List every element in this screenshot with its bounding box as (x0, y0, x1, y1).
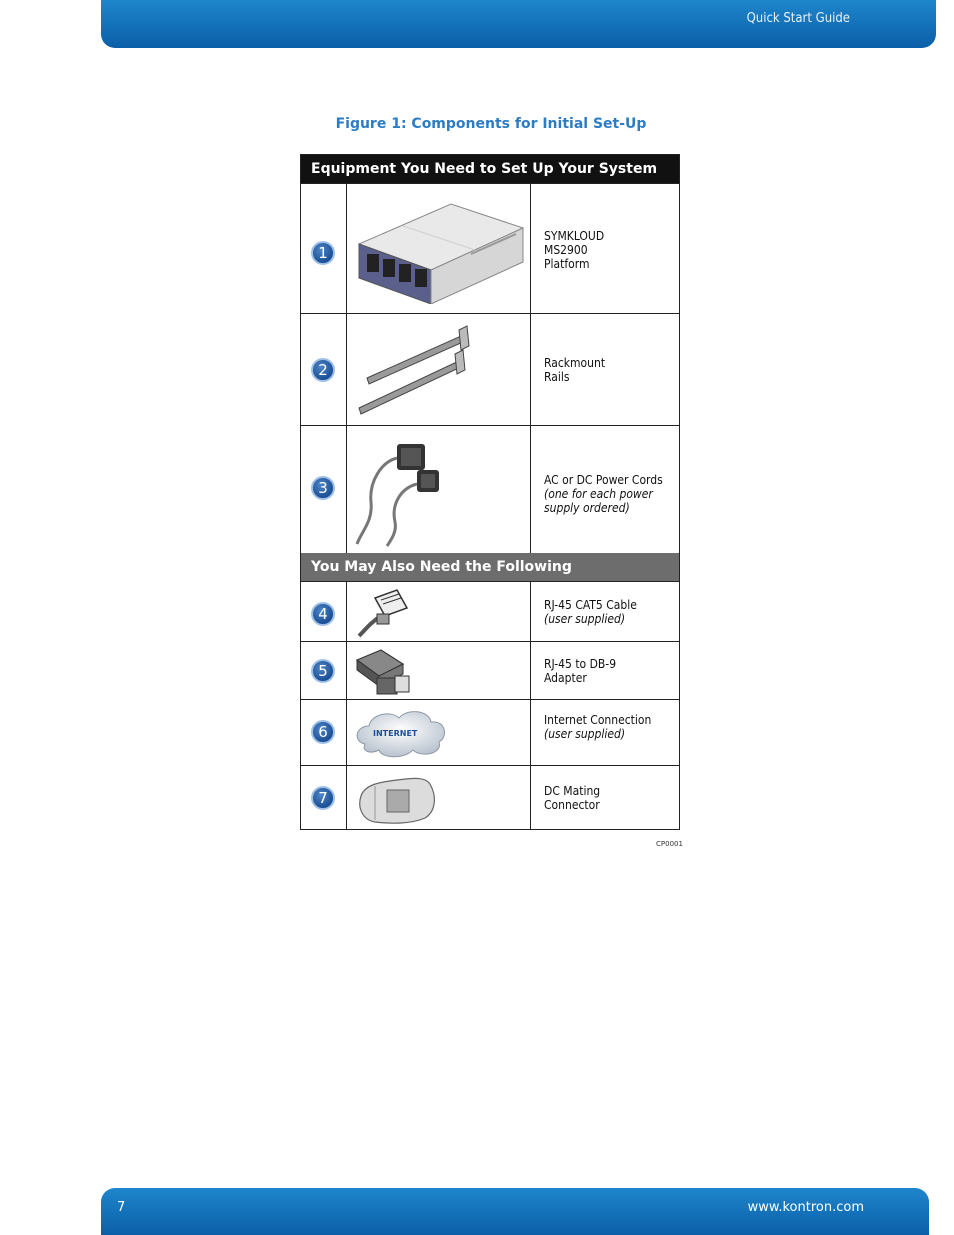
rackmount-rails-icon (351, 322, 526, 422)
equipment-table (300, 154, 680, 830)
item-number-badge: 1 (311, 241, 335, 265)
item-number-badge: 3 (311, 476, 335, 500)
table-row (301, 581, 679, 641)
server-chassis-icon (351, 192, 526, 308)
figure-code: CP0001 (656, 840, 683, 848)
item-number-badge: 6 (311, 720, 335, 744)
power-cord-icon (351, 432, 526, 554)
internet-cloud-icon (351, 704, 526, 766)
item-label: Rackmount Rails (544, 356, 606, 384)
item-label: Internet Connection (user supplied) (544, 713, 652, 741)
dc-connector-icon (351, 772, 526, 832)
item-label: SYMKLOUD MS2900 Platform (544, 229, 605, 271)
item-label: RJ-45 CAT5 Cable (user supplied) (544, 598, 637, 626)
table-row (301, 765, 679, 829)
header-title: Quick Start Guide (746, 11, 850, 26)
footer-url: www.kontron.com (747, 1200, 864, 1215)
page-number: 7 (117, 1200, 126, 1215)
item-label: DC Mating Connector (544, 784, 601, 812)
item-label: RJ-45 to DB-9 Adapter (544, 657, 617, 685)
internet-cloud-text: INTERNET (373, 729, 418, 738)
required-section-header: Equipment You Need to Set Up Your System (301, 155, 679, 183)
table-row (301, 183, 679, 313)
table-row (301, 699, 679, 765)
item-number-badge: 7 (311, 786, 335, 810)
figure-caption: Figure 1: Components for Initial Set-Up (335, 116, 647, 132)
table-row (301, 313, 679, 425)
table-row (301, 641, 679, 699)
item-label: AC or DC Power Cords (one for each power supply ordered) (544, 473, 663, 515)
header-band (101, 0, 936, 48)
item-number-badge: 2 (311, 358, 335, 382)
optional-section-header: You May Also Need the Following (301, 553, 679, 581)
table-row (301, 425, 679, 553)
item-number-badge: 5 (311, 659, 335, 683)
item-number-badge: 4 (311, 602, 335, 626)
rj45-db9-adapter-icon (351, 646, 526, 702)
rj45-cable-icon (351, 586, 526, 642)
footer-band (101, 1188, 929, 1235)
